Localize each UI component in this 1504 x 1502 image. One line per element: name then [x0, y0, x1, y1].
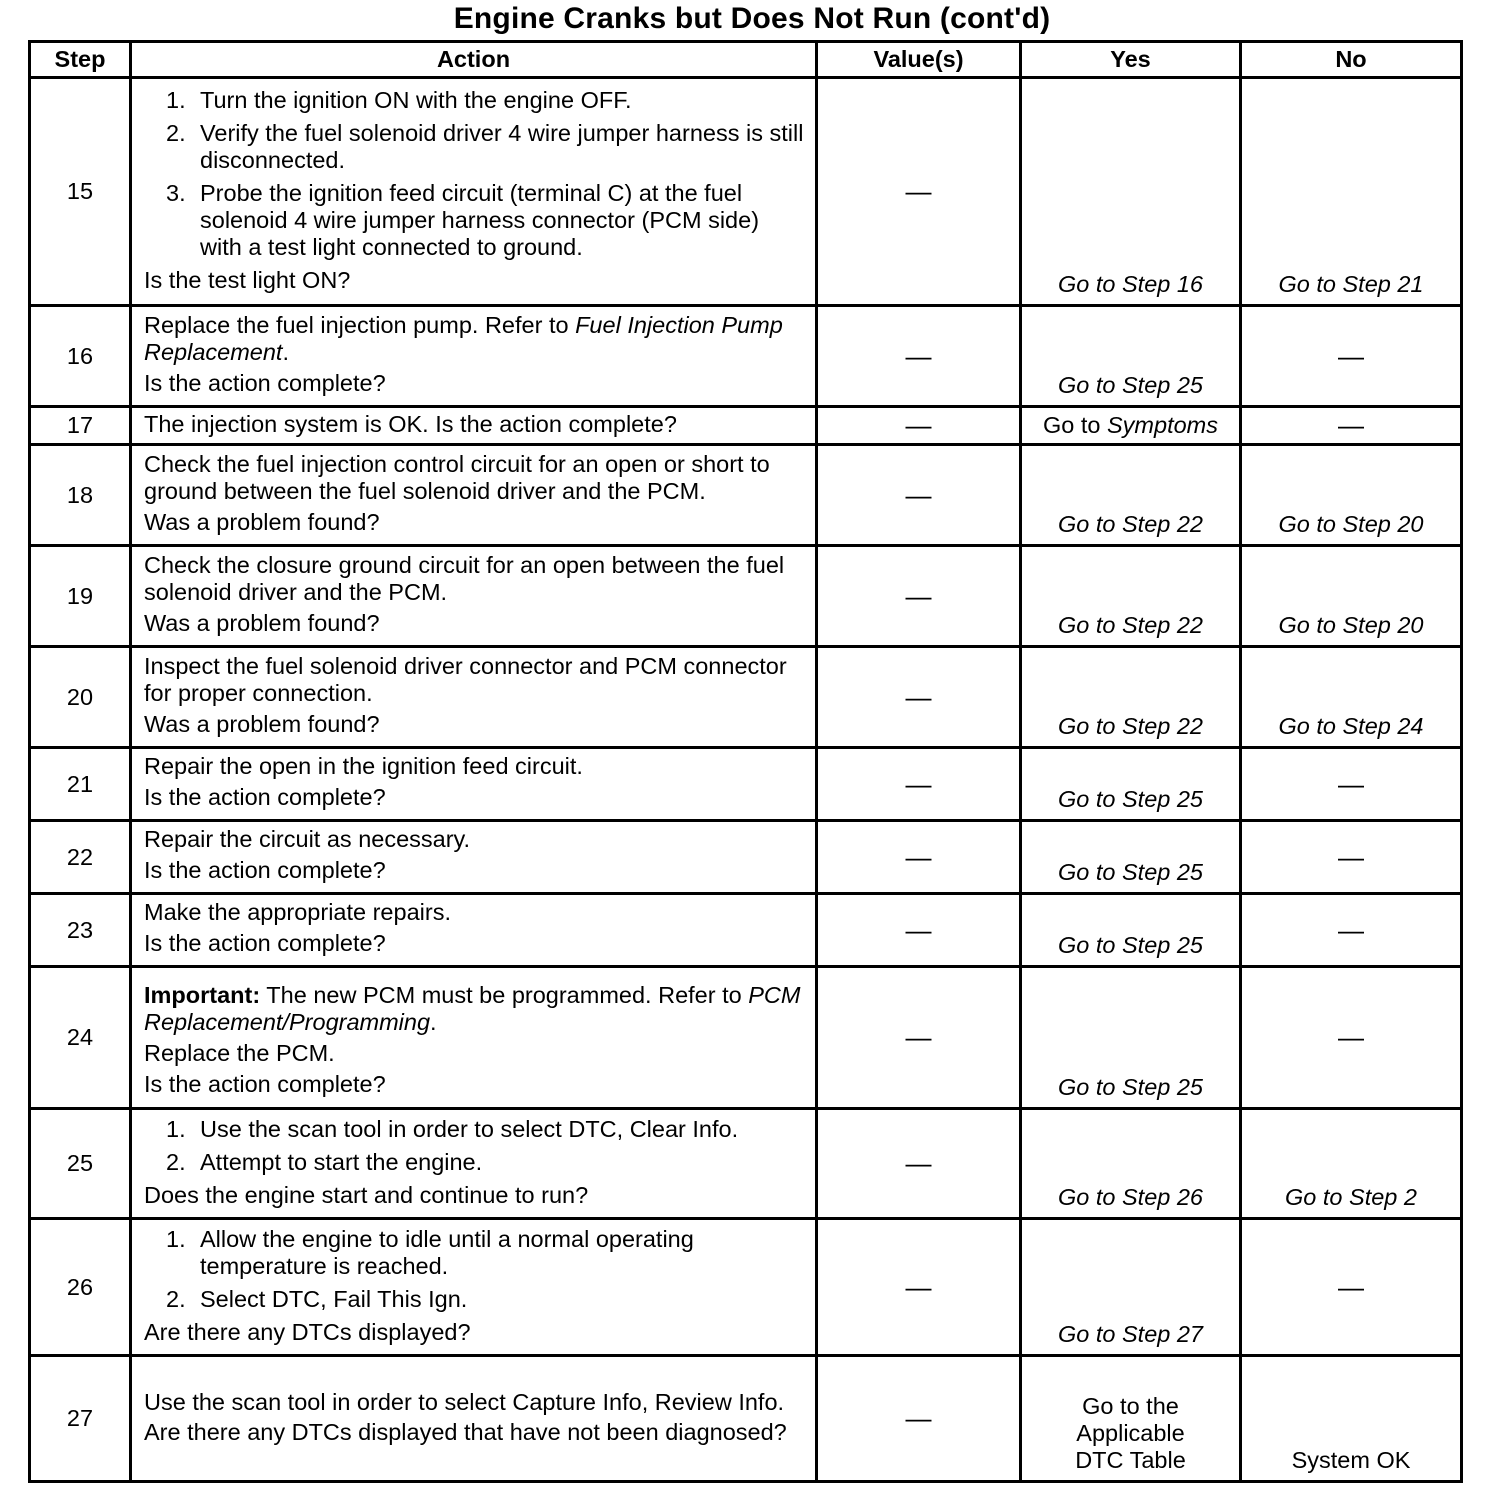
no-cell: —: [1241, 1219, 1462, 1356]
value-cell: —: [817, 748, 1021, 821]
yes-prefix: Go to: [1042, 412, 1107, 438]
action-item: Verify the fuel solenoid driver 4 wire jumper harness is still disconnected.: [200, 119, 804, 173]
no-cell: Go to Step 20: [1241, 445, 1462, 546]
table-row: [30, 445, 1462, 546]
step-number: 24: [30, 967, 131, 1109]
yes-cell: Go to Step 22: [1021, 647, 1241, 748]
action-cell: [131, 407, 817, 445]
step-number: 27: [30, 1356, 131, 1482]
action-question: Are there any DTCs displayed?: [144, 1318, 471, 1345]
action-question: Does the engine start and continue to run?: [144, 1181, 589, 1208]
value-cell: —: [817, 1219, 1021, 1356]
yes-cell: Go to Step 26: [1021, 1109, 1241, 1219]
action-item: Allow the engine to idle until a normal operating temperature is reached.: [200, 1225, 694, 1279]
value-cell: —: [817, 894, 1021, 967]
value-cell: —: [817, 407, 1021, 445]
action-cell: [131, 1356, 817, 1482]
step-number: 26: [30, 1219, 131, 1356]
table-row: [30, 748, 1462, 821]
important-text: The new PCM must be programmed. Refer to: [260, 981, 749, 1008]
no-cell: Go to Step 21: [1241, 78, 1462, 306]
diagnostic-table: [28, 40, 1463, 1483]
action-question: Was a problem found?: [144, 508, 380, 535]
action-question: Is the action complete?: [144, 369, 386, 396]
no-cell: —: [1241, 894, 1462, 967]
table-row: [30, 546, 1462, 647]
value-cell: —: [817, 1356, 1021, 1482]
action-cell: 1. Allow the engine to idle until a normal operating temperature is reached. 2. Select DTC, Fail This Ign. Are there any DTCs displayed?: [131, 1219, 817, 1356]
yes-cell: Go to Step 22: [1021, 546, 1241, 647]
no-cell: —: [1241, 306, 1462, 407]
reference-link: Fuel Injection Pump Replacement: [144, 311, 783, 365]
action-question: Are there any DTCs displayed that have not been diagnosed?: [144, 1418, 787, 1445]
yes-cell: Go to Step 22: [1021, 445, 1241, 546]
action-cell: 1. Use the scan tool in order to select DTC, Clear Info. 2. Attempt to start the engine. Does the engine start and continue to run?: [131, 1109, 817, 1219]
yes-cell: Go to Step 16: [1021, 78, 1241, 306]
action-text: Replace the fuel injection pump. Refer to: [144, 311, 576, 338]
value-cell: —: [817, 647, 1021, 748]
action-question: Was a problem found?: [144, 609, 380, 636]
table-row: [30, 407, 1462, 445]
header-row: [30, 42, 1462, 78]
no-cell: —: [1241, 967, 1462, 1109]
action-cell: [131, 445, 817, 546]
action-question: Is the action complete?: [144, 784, 386, 810]
step-number: 23: [30, 894, 131, 967]
action-item: Use the scan tool in order to select DTC, Clear Info.: [200, 1115, 739, 1142]
step-number: 21: [30, 748, 131, 821]
header-step: Step: [30, 42, 131, 78]
header-action: Action: [131, 42, 817, 78]
action-text: Repair the circuit as necessary.: [144, 826, 471, 852]
action-text: Check the fuel injection control circuit for an open or short to ground between the fuel solenoid driver and the PCM.: [144, 450, 770, 504]
yes-cell: [1021, 407, 1241, 445]
action-text: Use the scan tool in order to select Capture Info, Review Info.: [144, 1388, 785, 1415]
table-row: [30, 647, 1462, 748]
yes-cell: Go to Step 25: [1021, 748, 1241, 821]
action-text: Replace the PCM.: [144, 1039, 335, 1066]
value-cell: —: [817, 821, 1021, 894]
yes-line: Go to the: [1082, 1393, 1179, 1419]
action-cell: [131, 647, 817, 748]
action-text: Repair the open in the ignition feed circuit.: [144, 753, 583, 779]
step-number: 18: [30, 445, 131, 546]
action-text: Make the appropriate repairs.: [144, 899, 451, 925]
action-text: Inspect the fuel solenoid driver connector and PCM connector for proper connection.: [144, 652, 787, 706]
no-cell: System OK: [1241, 1356, 1462, 1482]
step-number: 22: [30, 821, 131, 894]
no-cell: Go to Step 24: [1241, 647, 1462, 748]
action-cell: [131, 894, 817, 967]
value-cell: —: [817, 967, 1021, 1109]
action-item: Select DTC, Fail This Ign.: [200, 1285, 468, 1312]
step-number: 17: [30, 407, 131, 445]
action-question: Is the test light ON?: [144, 266, 351, 293]
symptoms-reference: Symptoms: [1107, 412, 1218, 438]
step-number: 20: [30, 647, 131, 748]
table-row: [30, 967, 1462, 1109]
yes-cell: [1021, 1356, 1241, 1482]
action-item: Turn the ignition ON with the engine OFF.: [200, 86, 632, 113]
important-label: Important:: [144, 981, 261, 1008]
value-cell: —: [817, 546, 1021, 647]
action-question: Is the action complete?: [144, 930, 386, 956]
action-question: Is the action complete?: [144, 1070, 386, 1097]
value-cell: —: [817, 1109, 1021, 1219]
value-cell: —: [817, 445, 1021, 546]
table-row: [30, 821, 1462, 894]
no-cell: —: [1241, 407, 1462, 445]
action-cell: Replace the fuel injection pump. Refer to Fuel Injection Pump Replacement. Is the action complete?: [131, 306, 817, 407]
no-cell: —: [1241, 748, 1462, 821]
yes-cell: Go to Step 25: [1021, 306, 1241, 407]
no-cell: —: [1241, 821, 1462, 894]
no-cell: Go to Step 2: [1241, 1109, 1462, 1219]
yes-line: DTC Table: [1075, 1447, 1186, 1473]
yes-cell: Go to Step 25: [1021, 894, 1241, 967]
action-item: Probe the ignition feed circuit (terminal C) at the fuel solenoid 4 wire jumper harness connector (PCM side) with a test light connected to ground.: [200, 179, 760, 260]
action-cell: [131, 546, 817, 647]
table-row: [30, 1219, 1462, 1356]
value-cell: —: [817, 78, 1021, 306]
action-cell: [131, 821, 817, 894]
no-cell: Go to Step 20: [1241, 546, 1462, 647]
step-number: 15: [30, 78, 131, 306]
action-text: The injection system is OK. Is the action complete?: [144, 411, 677, 437]
page-title: Engine Cranks but Does Not Run (cont'd): [453, 2, 1051, 35]
action-cell: Important: The new PCM must be programmed. Refer to PCM Replacement/Programming. Replace the PCM. Is the action complete?: [131, 967, 817, 1109]
table-row: [30, 1109, 1462, 1219]
step-number: 16: [30, 306, 131, 407]
action-cell: 1. Turn the ignition ON with the engine OFF. 2. Verify the fuel solenoid driver 4 wire jumper harness is still disconnected. 3. Probe the ignition feed circuit (terminal C) at the fuel solenoid 4 wire jumper harness connector (PCM side) with a test light connected to ground. Is the test light ON?: [131, 78, 817, 306]
step-number: 25: [30, 1109, 131, 1219]
action-cell: [131, 748, 817, 821]
table-row: [30, 1356, 1462, 1482]
action-question: Is the action complete?: [144, 857, 386, 883]
table-row: [30, 894, 1462, 967]
yes-line: Applicable: [1076, 1420, 1185, 1446]
header-yes: Yes: [1021, 42, 1241, 78]
table-row: [30, 306, 1462, 407]
header-values: Value(s): [817, 42, 1021, 78]
value-cell: —: [817, 306, 1021, 407]
yes-cell: Go to Step 25: [1021, 821, 1241, 894]
action-item: Attempt to start the engine.: [200, 1148, 483, 1175]
action-text: Check the closure ground circuit for an open between the fuel solenoid driver and the PCM.: [144, 551, 785, 605]
reference-link: PCM Replacement/Programming: [144, 981, 801, 1035]
header-no: No: [1241, 42, 1462, 78]
table-row: [30, 78, 1462, 306]
yes-cell: Go to Step 25: [1021, 967, 1241, 1109]
yes-cell: Go to Step 27: [1021, 1219, 1241, 1356]
action-question: Was a problem found?: [144, 710, 380, 737]
step-number: 19: [30, 546, 131, 647]
